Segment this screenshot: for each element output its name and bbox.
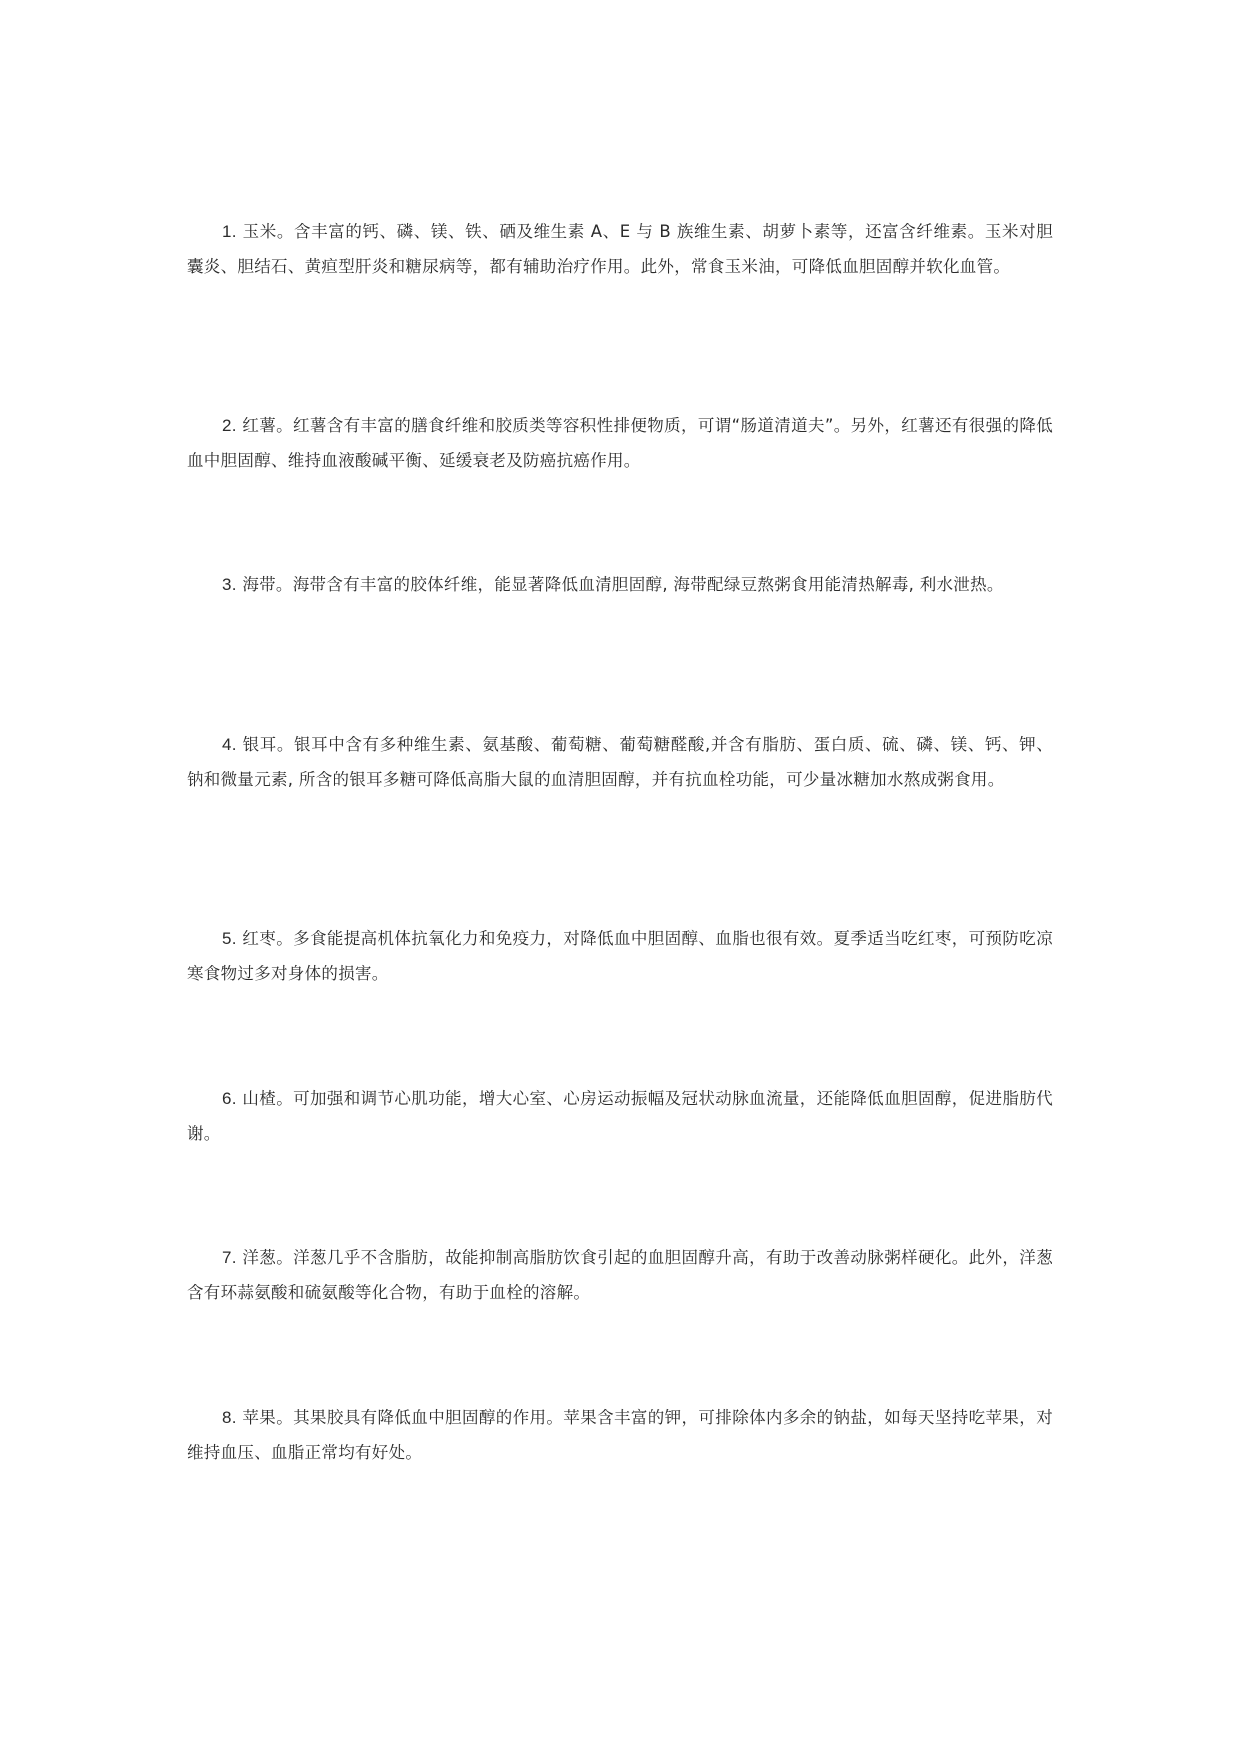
item-text: 山楂。可加强和调节心肌功能，增大心室、心房运动振幅及冠状动脉血流量，还能降低血胆固醇，促进脂肪代谢。 bbox=[187, 1089, 1053, 1143]
item-number: 1. bbox=[222, 222, 237, 241]
item-number: 5. bbox=[222, 929, 237, 948]
item-number: 3. bbox=[222, 575, 237, 594]
list-item bbox=[187, 922, 1053, 991]
item-text: 红枣。多食能提高机体抗氧化力和免疫力，对降低血中胆固醇、血脂也很有效。夏季适当吃红枣，可预防吃凉寒食物过多对身体的损害。 bbox=[187, 929, 1053, 983]
item-text: 洋葱。洋葱几乎不含脂肪，故能抑制高脂肪饮食引起的血胆固醇升高，有助于改善动脉粥样硬化。此外，洋葱含有环蒜氨酸和硫氨酸等化合物，有助于血栓的溶解。 bbox=[187, 1248, 1053, 1302]
item-number: 2. bbox=[222, 416, 237, 435]
list-item bbox=[187, 728, 1053, 797]
list-item bbox=[187, 568, 1053, 603]
item-text: 红薯。红薯含有丰富的膳食纤维和胶质类等容积性排便物质，可谓“肠道清道夫”。另外，红薯还有很强的降低血中胆固醇、维持血液酸碱平衡、延缓衰老及防癌抗癌作用。 bbox=[187, 416, 1054, 470]
item-text: 玉米。含丰富的钙、磷、镁、铁、硒及维生素 A、E 与 B 族维生素、胡萝卜素等，还富含纤维素。玉米对胆囊炎、胆结石、黄疸型肝炎和糖尿病等，都有辅助治疗作用。此外，常食玉米油，可降低血胆固醇并软化血管。 bbox=[187, 222, 1053, 276]
item-text: 银耳。银耳中含有多种维生素、氨基酸、葡萄糖、葡萄糖醛酸,并含有脂肪、蛋白质、硫、磷、镁、钙、钾、钠和微量元素, 所含的银耳多糖可降低高脂大鼠的血清胆固醇，并有抗血栓功能，可少量冰糖加水熬成粥食用。 bbox=[187, 735, 1053, 789]
item-number: 8. bbox=[222, 1408, 237, 1427]
list-item bbox=[187, 1082, 1053, 1151]
item-text: 海带。海带含有丰富的胶体纤维，能显著降低血清胆固醇, 海带配绿豆熬粥食用能清热解毒, 利水泄热。 bbox=[242, 575, 1004, 594]
item-text: 苹果。其果胶具有降低血中胆固醇的作用。苹果含丰富的钾，可排除体内多余的钠盐，如每天坚持吃苹果，对维持血压、血脂正常均有好处。 bbox=[187, 1408, 1053, 1462]
list-item bbox=[187, 409, 1053, 478]
item-number: 6. bbox=[222, 1089, 237, 1108]
item-number: 4. bbox=[222, 735, 237, 754]
list-item bbox=[187, 1401, 1053, 1470]
list-item bbox=[187, 1241, 1053, 1310]
item-number: 7. bbox=[222, 1248, 237, 1267]
list-item bbox=[187, 215, 1053, 284]
